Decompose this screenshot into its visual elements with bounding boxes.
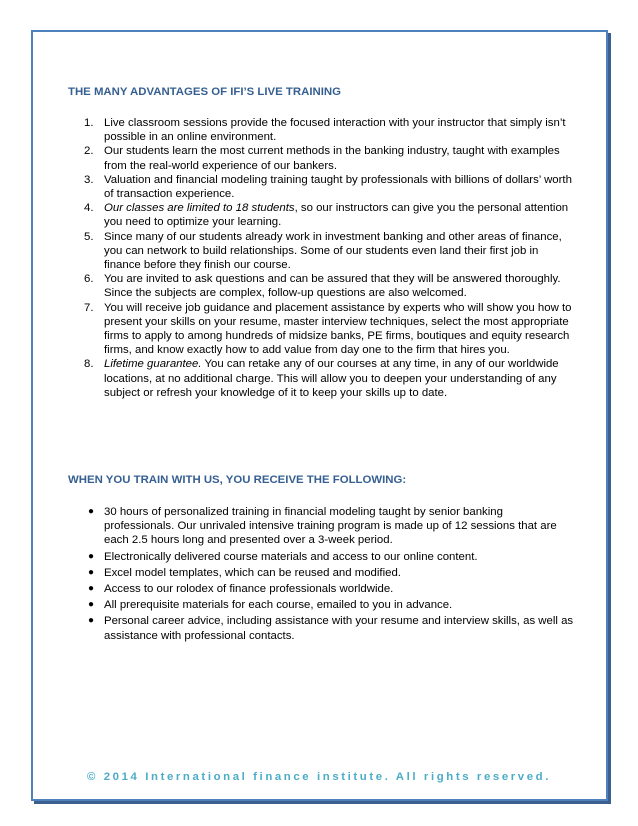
list-item-text: Valuation and financial modeling training taught by professionals with billions of dollars’ worth of transaction experience.: [104, 173, 572, 201]
bullet-icon: ●: [88, 550, 95, 562]
list-item-text: Electronically delivered course materials and access to our online content.: [104, 550, 478, 563]
list-number: 2.: [84, 145, 94, 158]
list-item-text: You are invited to ask questions and can be assured that they will be answered thoroughly. Since the subjects are complex, follow-up questions are also welcomed.: [104, 273, 561, 300]
copyright-footer: © 2014 International finance institute. All rights reserved.: [86, 771, 551, 783]
emphasis-text: Our classes are limited to 18 students: [104, 202, 295, 215]
list-item: [68, 144, 576, 172]
list-item: [68, 505, 576, 548]
emphasis-text: Lifetime guarantee.: [104, 358, 202, 371]
list-item-text: Live classroom sessions provide the focused interaction with your instructor that simply isn’t possible in an online environment.: [104, 117, 566, 144]
receive-list: [68, 505, 576, 645]
list-item: [68, 173, 576, 201]
list-item-text: Our students learn the most current methods in the banking industry, taught with examples from the real-world experience of our bankers.: [104, 145, 560, 172]
section-heading-receive: WHEN YOU TRAIN WITH US, YOU RECEIVE THE FOLLOWING:: [68, 474, 407, 486]
list-item: [68, 614, 576, 642]
list-item: [68, 598, 576, 612]
list-item: [68, 550, 576, 564]
list-number: 8.: [84, 358, 94, 371]
list-item: [68, 116, 576, 144]
section-heading-advantages: THE MANY ADVANTAGES OF IFI’S LIVE TRAINING: [68, 86, 341, 98]
bullet-icon: ●: [88, 566, 95, 578]
list-item: [68, 301, 576, 358]
list-item-text: Personal career advice, including assistance with your resume and interview skills, as well as assistance with professional contacts.: [104, 615, 574, 642]
list-item-text: 30 hours of personalized training in financial modeling taught by senior banking professionals. Our unrivaled intensive training program is made up of 12 sessions that are each 2.5 hours long and presented over a 3-week period.: [104, 506, 557, 547]
list-item: [68, 566, 576, 580]
list-item: [68, 582, 576, 596]
list-item-text: , so our instructors can give you the personal attention you need to optimize your learning.: [104, 202, 569, 229]
list-number: 4.: [84, 202, 94, 215]
list-item-text: Excel model templates, which can be reused and modified.: [104, 566, 401, 579]
list-item: [68, 201, 576, 229]
bullet-icon: ●: [88, 583, 95, 595]
list-item-text: Since many of our students already work in investment banking and other areas of finance, you can network to build relationships. Some of our students even land their first job in finance before they finish our course.: [104, 230, 562, 272]
list-number: 1.: [84, 117, 94, 129]
list-number: 5.: [84, 230, 94, 243]
list-item: [68, 357, 576, 400]
list-item-text: All prerequisite materials for each course, emailed to you in advance.: [104, 599, 453, 612]
list-item-text: Access to our rolodex of finance professionals worldwide.: [104, 583, 394, 596]
list-number: 3.: [84, 173, 94, 186]
list-number: 7.: [84, 301, 94, 314]
bullet-icon: ●: [88, 506, 95, 517]
list-number: 6.: [84, 273, 94, 286]
bullet-icon: ●: [88, 615, 95, 627]
list-item: [68, 272, 576, 300]
list-item-text: You can retake any of our courses at any time, in any of our worldwide locations, at no additional charge. This will allow you to deepen your understanding of any subject or refresh your knowledge of it to keep your skills up to date.: [104, 358, 559, 399]
list-item-text: You will receive job guidance and placement assistance by experts who will show you how to present your skills on your resume, master interview techniques, select the most appropriate firms to apply to among hundreds of midsize banks, PE firms, boutiques and equity research firms, and know exactly how to add value from day one to the firm that hires you.: [104, 301, 572, 357]
list-item: [68, 230, 576, 273]
advantages-list: [68, 116, 576, 400]
bullet-icon: ●: [88, 599, 95, 611]
